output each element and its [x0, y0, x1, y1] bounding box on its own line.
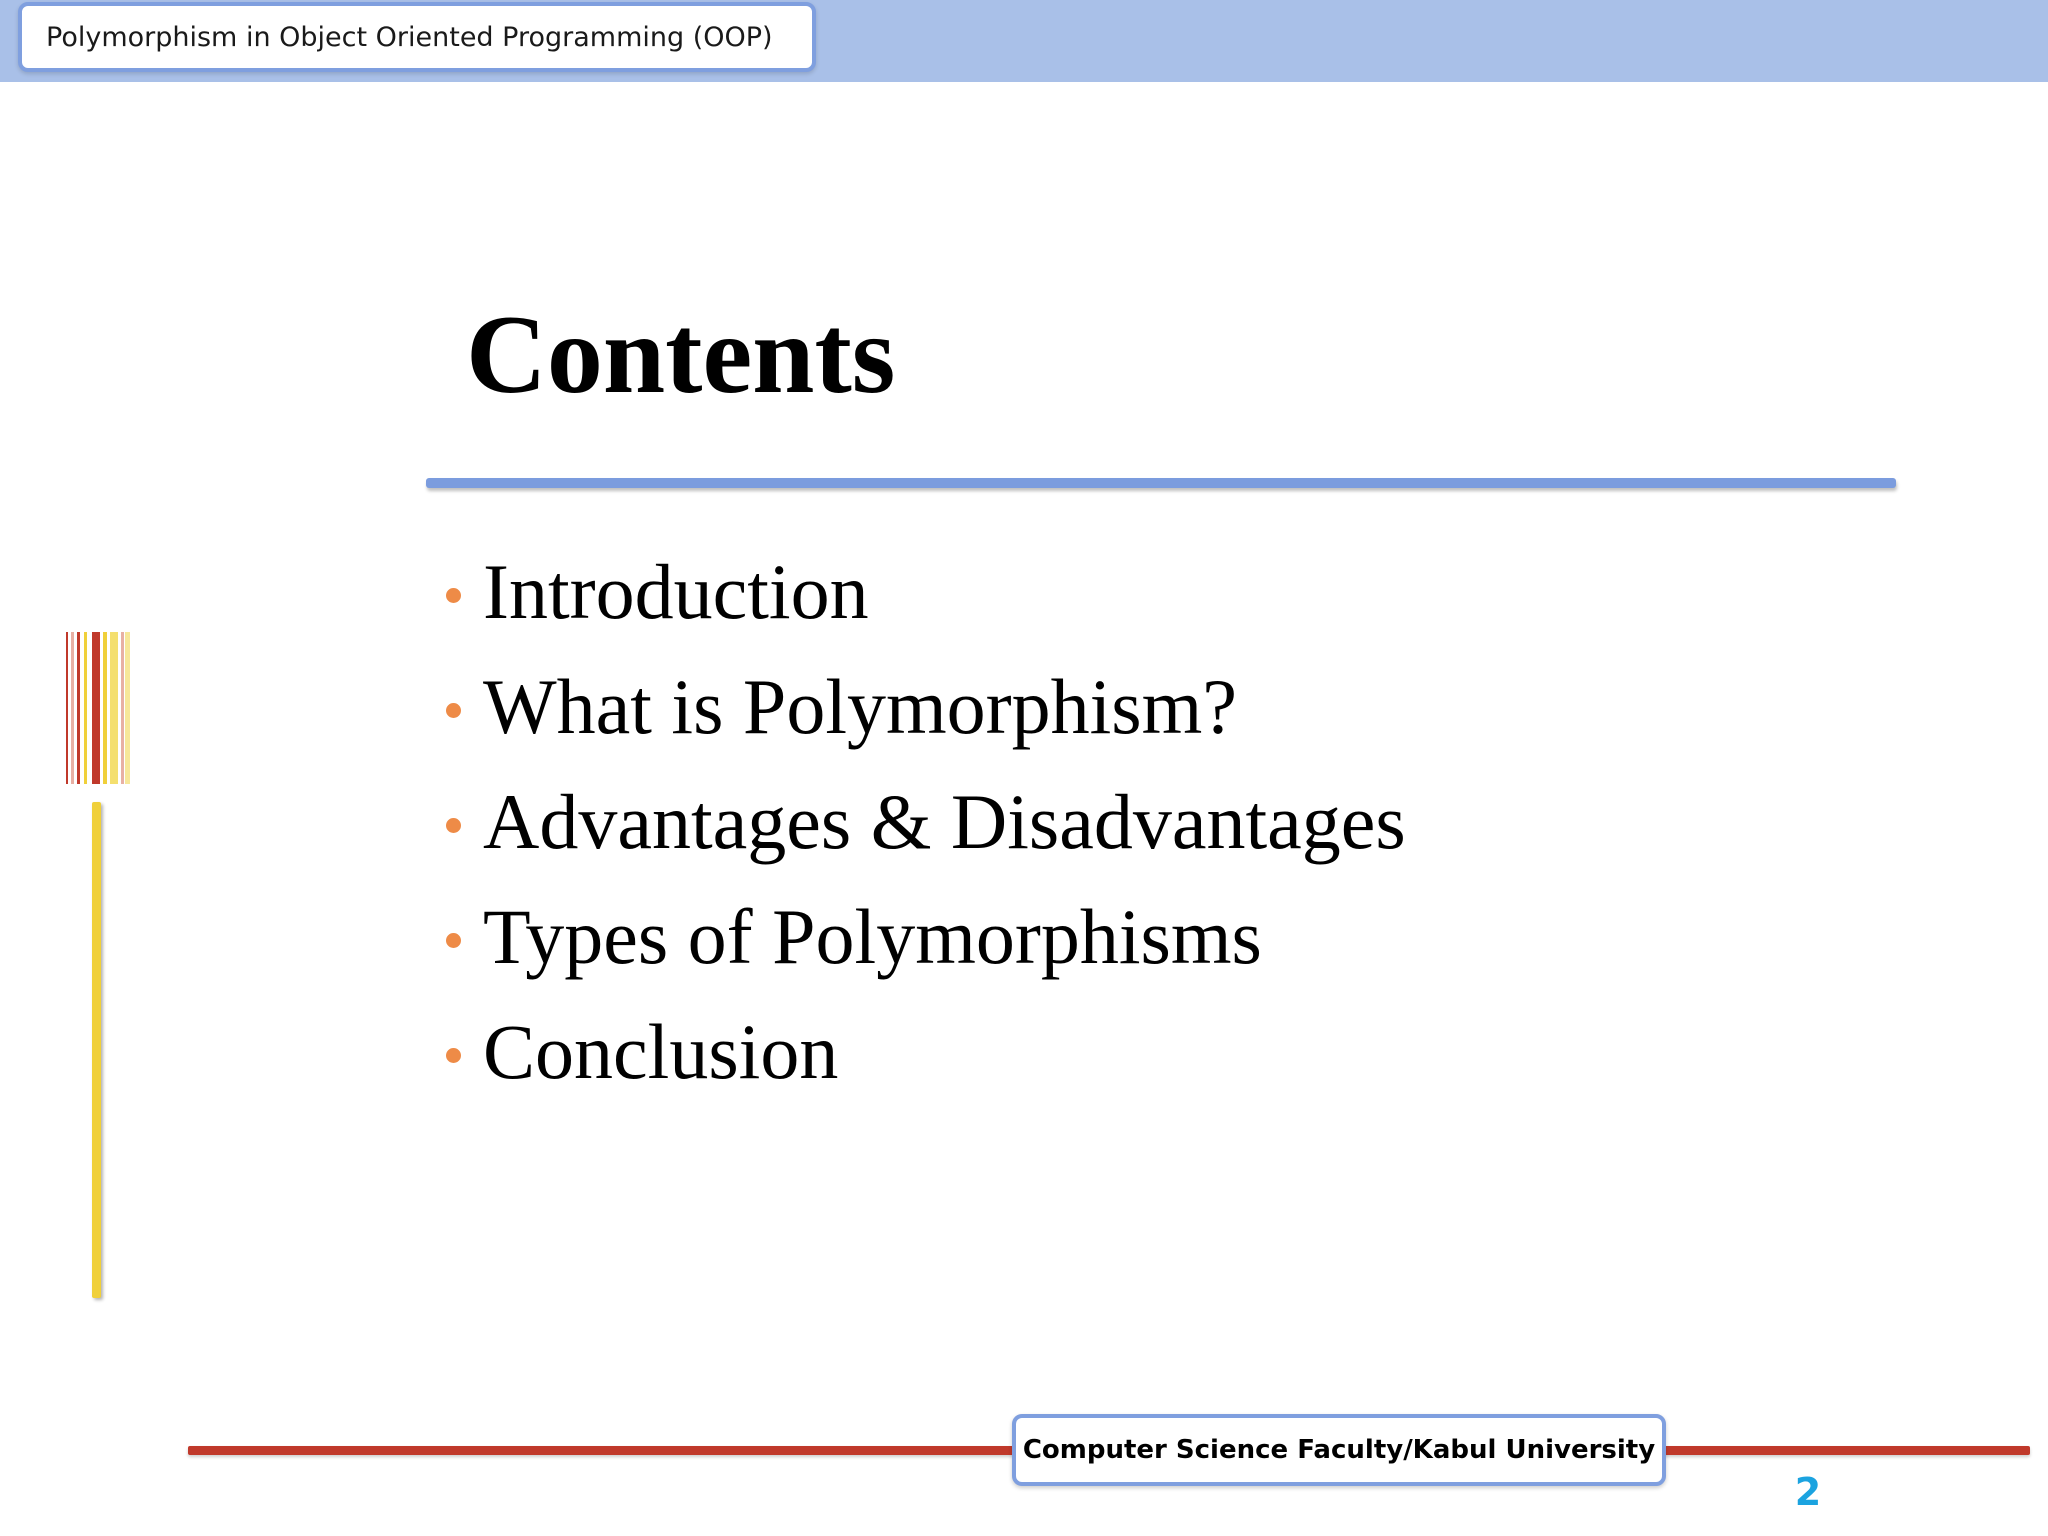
bullet-icon — [446, 703, 461, 718]
list-item-label: What is Polymorphism? — [483, 662, 1237, 750]
list-item-label: Introduction — [483, 547, 869, 635]
bullet-icon — [446, 933, 461, 948]
list-item-label: Conclusion — [483, 1007, 839, 1095]
list-item — [446, 534, 1406, 649]
contents-list — [446, 534, 1406, 1109]
slide-title: Contents — [466, 293, 896, 417]
title-divider — [426, 478, 1896, 488]
list-item-label: Advantages & Disadvantages — [483, 777, 1406, 865]
list-item-label: Types of Polymorphisms — [483, 892, 1262, 980]
list-item — [446, 879, 1406, 994]
header-title: Polymorphism in Object Oriented Programming (OOP) — [18, 2, 816, 72]
footer-label: Computer Science Faculty/Kabul University — [1012, 1414, 1666, 1486]
list-item — [446, 764, 1406, 879]
bullet-icon — [446, 818, 461, 833]
list-item — [446, 994, 1406, 1109]
bullet-icon — [446, 588, 461, 603]
decorative-vertical-bar — [92, 802, 101, 1298]
decorative-stripes — [66, 632, 130, 784]
list-item — [446, 649, 1406, 764]
bullet-icon — [446, 1048, 461, 1063]
page-number: 2 — [1794, 1470, 1822, 1514]
